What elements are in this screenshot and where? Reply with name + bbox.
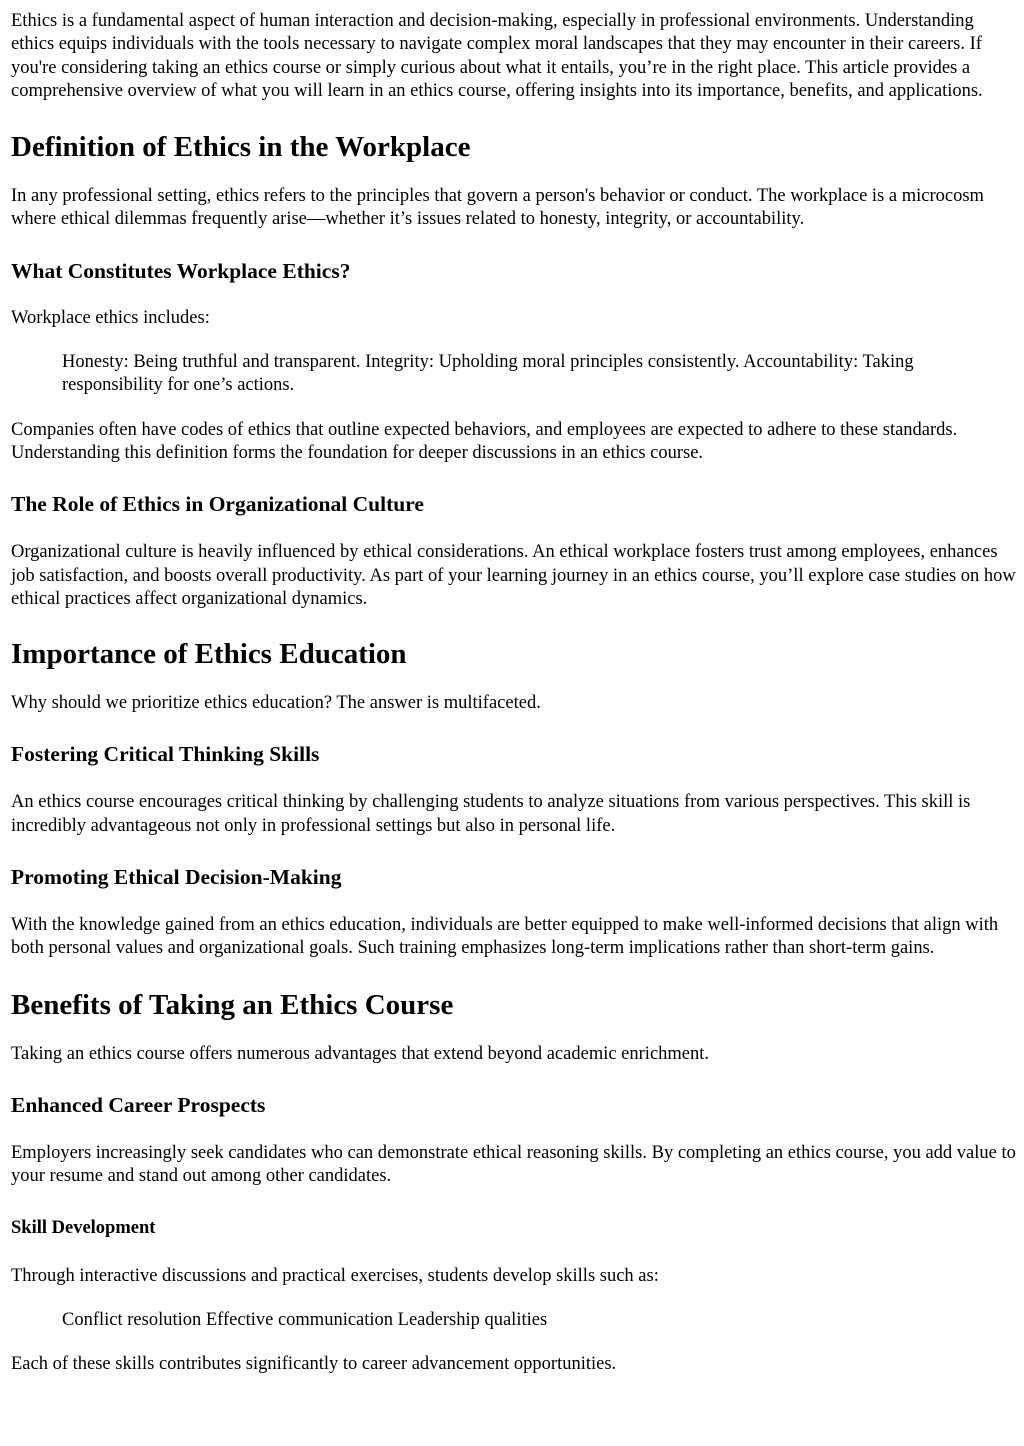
importance-paragraph: Why should we prioritize ethics education? The answer is multifaceted.	[11, 693, 541, 714]
benefits-paragraph: Taking an ethics course offers numerous advantages that extend beyond academic enrichment.	[11, 1043, 710, 1064]
decision-making-paragraph: With the knowledge gained from an ethics education, individuals are better equipped to make well-informed decisions that align with both personal values and organizational goals. Such training emphasizes long-term implications rather than short-term gains.	[11, 915, 999, 959]
skills-closing-paragraph: Each of these skills contributes significantly to career advancement opportunities.	[11, 1354, 617, 1375]
intro-paragraph: Ethics is a fundamental aspect of human interaction and decision-making, especially in professional environments. Understanding ethics equips individuals with the tools necessary to navigate complex moral landscapes that they may encounter in their careers. If you're considering taking an ethics course or simply curious about what it entails, you’re in the right place. This article provides a comprehensive overview of what you will learn in an ethics course, offering insights into its importance, benefits, and applications.	[11, 11, 983, 101]
definition-paragraph: In any professional setting, ethics refers to the principles that govern a person's behavior or conduct. The workplace is a microcosm where ethical dilemmas frequently arise—whether it’s issues related to honesty, integrity, or accountability.	[11, 186, 984, 230]
heading-benefits-of-ethics-course: Benefits of Taking an Ethics Course	[11, 988, 454, 1021]
career-prospects-paragraph: Employers increasingly seek candidates who can demonstrate ethical reasoning skills. By completing an ethics course, you add value to your resume and stand out among other candidates.	[11, 1142, 1016, 1187]
critical-thinking-paragraph: An ethics course encourages critical thinking by challenging students to analyze situations from various perspectives. This skill is incredibly advantageous not only in professional settings but also in personal life.	[11, 792, 971, 836]
skills-quote: Conflict resolution Effective communication Leadership qualities	[62, 1309, 548, 1330]
codes-of-ethics-paragraph: Companies often have codes of ethics that outline expected behaviors, and employees are expected to adhere to these standards. Understanding this definition forms the foundation for deeper discussions in an ethics course.	[11, 419, 958, 463]
workplace-ethics-lead: Workplace ethics includes:	[11, 307, 210, 328]
heading-organizational-culture: The Role of Ethics in Organizational Culture	[11, 492, 424, 517]
heading-importance-of-ethics-education: Importance of Ethics Education	[11, 638, 407, 671]
skill-development-lead: Through interactive discussions and practical exercises, students develop skills such as:	[11, 1265, 659, 1286]
heading-career-prospects: Enhanced Career Prospects	[11, 1092, 266, 1117]
heading-critical-thinking: Fostering Critical Thinking Skills	[11, 742, 320, 767]
workplace-ethics-quote: Honesty: Being truthful and transparent. Integrity: Upholding moral principles consistently. Accountability: Taking responsibility for one’s actions.	[62, 352, 914, 396]
heading-workplace-ethics: What Constitutes Workplace Ethics?	[11, 258, 351, 283]
heading-skill-development: Skill Development	[11, 1217, 156, 1238]
heading-ethical-decision-making: Promoting Ethical Decision-Making	[11, 865, 342, 890]
organizational-culture-paragraph: Organizational culture is heavily influenced by ethical considerations. An ethical workplace fosters trust among employees, enhances job satisfaction, and boosts overall productivity. As part of your learning journey in an ethics course, you’ll explore case studies on how ethical practices affect organizational dynamics.	[11, 542, 1016, 609]
heading-definition-of-ethics: Definition of Ethics in the Workplace	[11, 131, 471, 164]
